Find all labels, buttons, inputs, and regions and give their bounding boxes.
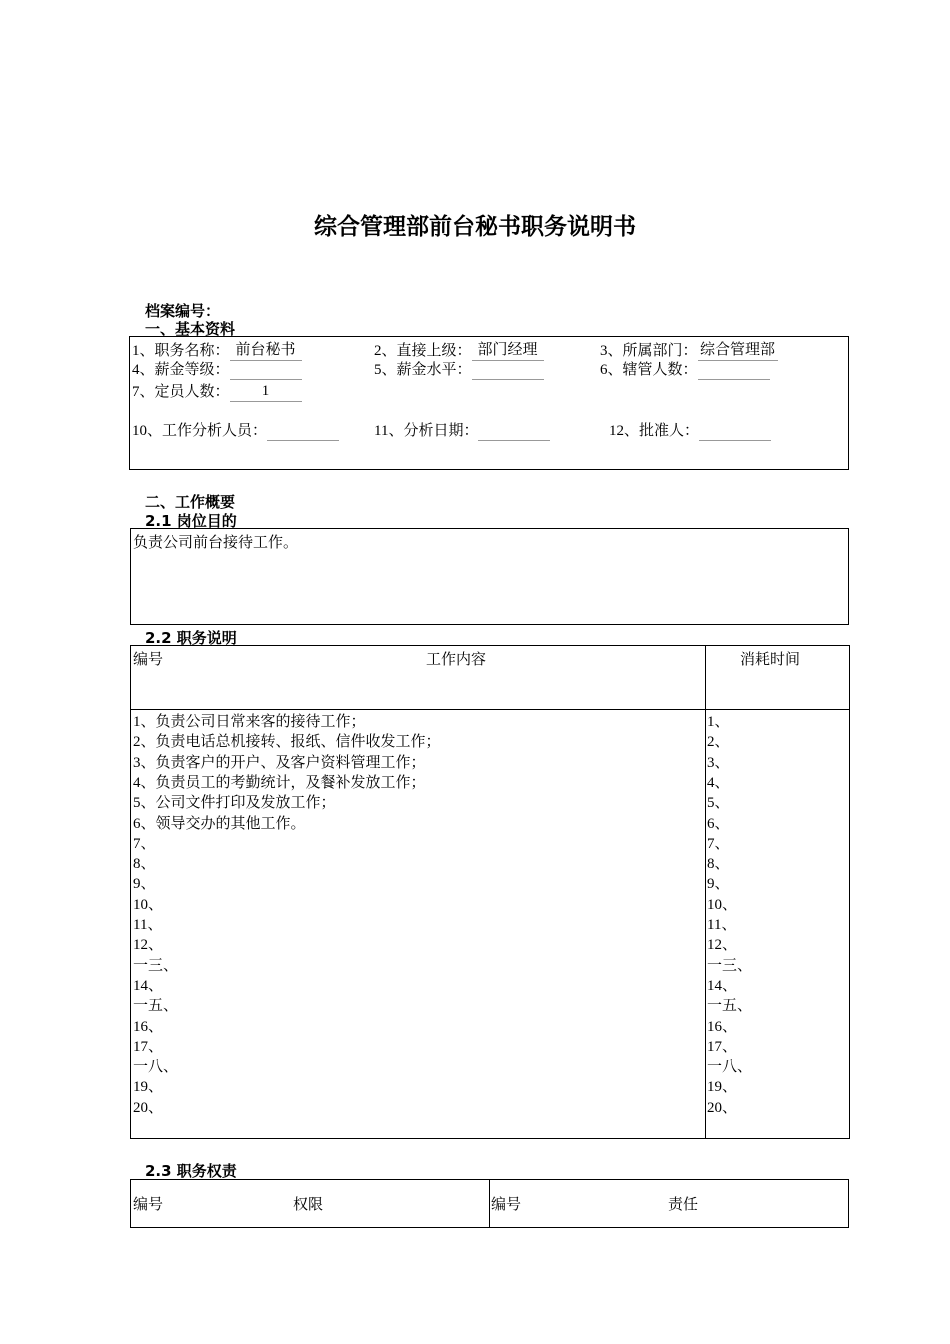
purpose-heading: 2.1 岗位目的	[145, 512, 237, 530]
time-item: 2、	[707, 734, 730, 751]
duty-item: 6、领导交办的其他工作。	[133, 815, 306, 832]
duty-item: 8、	[133, 856, 156, 873]
time-item: 8、	[707, 856, 730, 873]
field-headcount	[132, 381, 302, 402]
field-subordinates-value	[698, 361, 770, 380]
purpose-box	[130, 528, 849, 625]
duties-col-number: 编号	[133, 652, 164, 668]
field-analysis-date-label: 11、分析日期：	[374, 423, 479, 439]
field-analysis-date	[374, 421, 550, 441]
time-item: 3、	[707, 754, 730, 771]
field-supervisor-label: 2、直接上级：	[374, 343, 472, 359]
field-job-title-label: 1、职务名称：	[132, 343, 230, 359]
duties-col-content: 工作内容	[426, 652, 487, 668]
duty-item: 19、	[133, 1079, 164, 1096]
duty-item: 9、	[133, 876, 156, 893]
field-analyst-label: 10、工作分析人员：	[132, 423, 268, 439]
time-item: 17、	[707, 1038, 738, 1055]
rights-col-authority: 权限	[293, 1197, 324, 1213]
duties-column-divider	[705, 646, 706, 1138]
duty-item: 11、	[133, 917, 163, 933]
field-department-value: 综合管理部	[698, 340, 778, 361]
duty-item: 一三、	[133, 957, 179, 974]
field-headcount-label: 7、定员人数：	[132, 384, 230, 400]
time-item: 16、	[707, 1018, 738, 1035]
duty-item: 14、	[133, 977, 164, 994]
time-item: 14、	[707, 977, 738, 994]
duties-heading: 2.2 职务说明	[145, 629, 237, 647]
purpose-text: 负责公司前台接待工作。	[133, 535, 299, 551]
field-supervisor	[374, 340, 544, 361]
time-item: 4、	[707, 774, 730, 791]
field-job-title	[132, 340, 302, 361]
overview-heading: 二、工作概要	[145, 493, 236, 511]
field-approver-label: 12、批准人：	[609, 423, 700, 439]
basic-info-box	[129, 336, 849, 470]
field-subordinates	[600, 360, 770, 380]
rights-heading: 2.3 职务权责	[145, 1162, 237, 1180]
field-analyst	[132, 421, 339, 441]
field-salary-grade	[132, 360, 302, 380]
time-item: 19、	[707, 1079, 738, 1096]
field-salary-grade-value	[230, 361, 302, 380]
duty-item: 4、负责员工的考勤统计，及餐补发放工作；	[133, 774, 426, 791]
time-item: 9、	[707, 876, 730, 893]
field-department-label: 3、所属部门：	[600, 343, 698, 359]
field-analyst-value	[267, 422, 339, 441]
duty-item: 12、	[133, 937, 164, 954]
field-job-title-value: 前台秘书	[230, 340, 302, 361]
duty-item: 3、负责客户的开户、及客户资料管理工作；	[133, 754, 426, 771]
duty-item: 1、负责公司日常来客的接待工作；	[133, 714, 366, 730]
time-item: 20、	[707, 1099, 738, 1116]
time-item: 一三、	[707, 957, 753, 974]
time-item: 5、	[707, 795, 730, 812]
time-item: 一五、	[707, 998, 753, 1015]
time-item: 7、	[707, 835, 730, 852]
field-approver-value	[699, 422, 771, 441]
field-headcount-value: 1	[230, 381, 302, 402]
field-analysis-date-value	[478, 422, 550, 441]
duties-col-time: 消耗时间	[740, 652, 801, 668]
duty-item: 10、	[133, 896, 164, 913]
time-item: 12、	[707, 937, 738, 954]
document-title: 综合管理部前台秘书职务说明书	[314, 214, 636, 240]
field-salary-grade-label: 4、薪金等级：	[132, 362, 230, 378]
duty-item: 一八、	[133, 1059, 179, 1076]
duties-header-divider	[131, 709, 849, 710]
time-item: 6、	[707, 815, 730, 832]
duty-item: 17、	[133, 1038, 164, 1055]
rights-table	[130, 1179, 849, 1228]
field-salary-level-label: 5、薪金水平：	[374, 362, 472, 378]
field-salary-level-value	[472, 361, 544, 380]
time-item: 11、	[707, 917, 737, 933]
rights-col-number: 编号	[133, 1197, 164, 1213]
rights-col-number-2: 编号	[491, 1197, 522, 1213]
field-subordinates-label: 6、辖管人数：	[600, 362, 698, 378]
duty-item: 7、	[133, 835, 156, 852]
time-item: 1、	[707, 714, 730, 730]
duty-item: 16、	[133, 1018, 164, 1035]
duty-item: 2、负责电话总机接转、报纸、信件收发工作；	[133, 734, 441, 751]
duty-item: 5、公司文件打印及发放工作；	[133, 795, 336, 812]
duty-item: 20、	[133, 1099, 164, 1116]
field-supervisor-value: 部门经理	[472, 340, 544, 361]
rights-column-divider	[489, 1180, 490, 1227]
time-item: 10、	[707, 896, 738, 913]
rights-col-responsibility: 责任	[668, 1197, 699, 1213]
field-salary-level	[374, 360, 544, 380]
duty-item: 一五、	[133, 998, 179, 1015]
field-department	[600, 340, 778, 361]
basic-info-heading: 一、基本资料	[145, 320, 236, 338]
archive-number-label: 档案编号：	[145, 302, 221, 320]
field-approver	[609, 421, 771, 441]
time-item: 一八、	[707, 1059, 753, 1076]
duties-table	[130, 645, 850, 1139]
